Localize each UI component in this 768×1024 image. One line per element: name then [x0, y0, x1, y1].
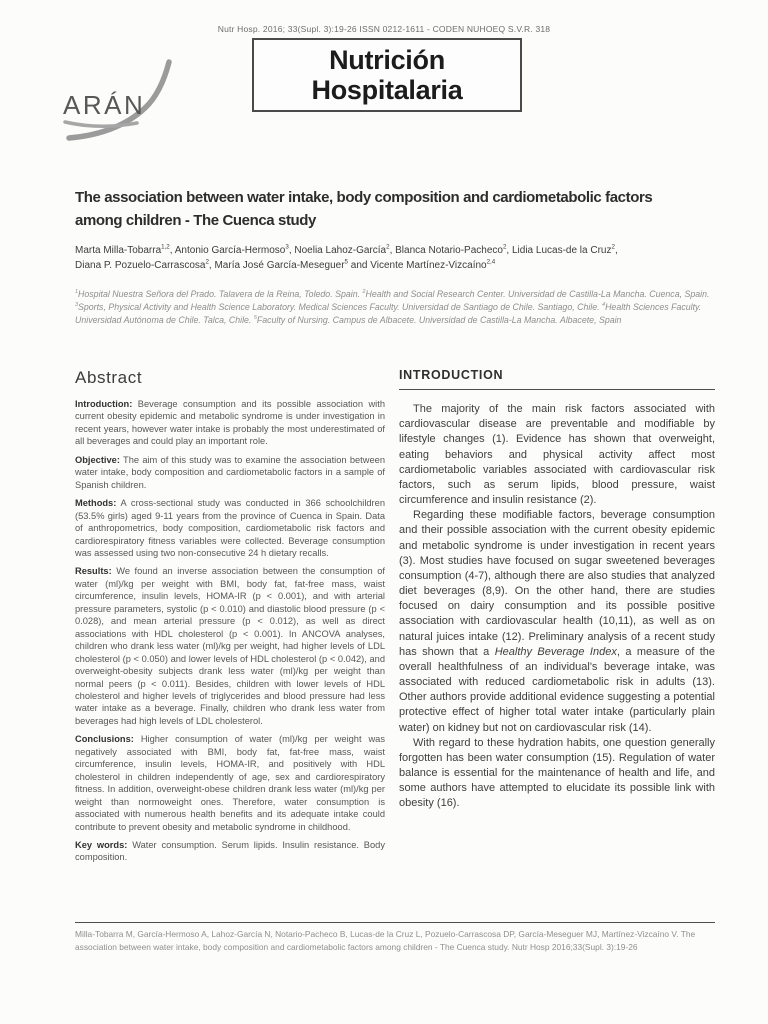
- introduction-heading: INTRODUCTION: [399, 368, 715, 390]
- affiliation-text: Faculty of Nursing. Campus de Albacete. Universidad de Castilla-La Mancha. Albacete, Spain: [256, 315, 622, 326]
- author-affiliation-superscript: 2: [502, 243, 507, 251]
- affiliation-number: 5: [253, 315, 257, 322]
- journal-title-box: [252, 38, 522, 112]
- author: [395, 245, 512, 256]
- author-affiliation-superscript: 2: [205, 258, 209, 266]
- journal-title-line1: Nutrición: [329, 44, 445, 75]
- affiliation-number: 4: [602, 302, 606, 309]
- logo-wordmark: ARÁN: [63, 90, 146, 120]
- abstract-paragraph: [75, 565, 385, 727]
- author-name: María José García-Meseguer: [214, 260, 345, 271]
- author: [175, 245, 295, 256]
- paragraph-text: Water consumption. Serum lipids. Insulin resistance. Body composition.: [75, 839, 385, 863]
- author-affiliation-superscript: 1,2: [161, 243, 170, 251]
- article-title-line2: among children - The Cuenca study: [75, 212, 317, 230]
- author: [512, 245, 618, 256]
- paragraph-label: Methods:: [75, 498, 117, 509]
- author-name: Noelia Lahoz-García: [294, 245, 387, 256]
- affiliation: [75, 302, 602, 312]
- affiliation-text: Sports, Physical Activity and Health Science Laboratory. Medical Sciences Faculty. Universidad de Santiago de Chile. Santiago, Chile.: [78, 302, 603, 313]
- abstract-section: [75, 368, 385, 870]
- affiliation-number: 1: [75, 289, 79, 296]
- author-separator: ,: [169, 245, 175, 256]
- author-separator: ,: [614, 245, 618, 256]
- author-list: [75, 243, 735, 273]
- author-separator: ,: [208, 260, 215, 271]
- affiliation: [254, 315, 622, 325]
- author-separator: ,: [389, 245, 396, 256]
- author-affiliation-superscript: 2,4: [486, 258, 496, 266]
- paragraph-text: With regard to these hydration habits, one question generally forgotten has been water consumption (15). Regulation of water balance is essential for the maintenance of health and life, and some authors have attempted to elucidate its possible link with obesity (16).: [399, 736, 715, 810]
- footer-citation: Milla-Tobarra M, García-Hermoso A, Lahoz-García N, Notario-Pacheco B, Lucas-de la Cruz L, Pozuelo-Carrascosa DP, García-Meseguer MJ, Martínez-Vizcaíno V. The association between water intake, body composition and cardiometabolic factors among children - The Cuenca study. Nutr Hosp 2016;33(Supl. 3):19-26: [75, 922, 715, 954]
- author-affiliation-superscript: 3: [285, 243, 289, 251]
- abstract-paragraph: [75, 497, 385, 559]
- author-name: Marta Milla-Tobarra: [75, 245, 162, 256]
- article-title: [75, 186, 745, 233]
- affiliation: [75, 289, 362, 299]
- abstract-paragraph: [75, 733, 385, 833]
- abstract-paragraph: [75, 398, 385, 448]
- author-name: Diana P. Pozuelo-Carrascosa: [75, 260, 206, 271]
- abstract-paragraph: [75, 839, 385, 864]
- paragraph-label: Conclusions:: [75, 734, 134, 745]
- author: [75, 260, 214, 271]
- affiliation-text: Hospital Nuestra Señora del Prado. Talavera de la Reina, Toledo. Spain.: [78, 289, 363, 299]
- introduction-paragraph: [399, 402, 715, 508]
- affiliations: [75, 288, 715, 328]
- authors-line-1: [75, 243, 735, 258]
- author-name: Blanca Notario-Pacheco: [395, 245, 503, 256]
- author-affiliation-superscript: 5: [344, 258, 348, 266]
- body-columns: [75, 368, 715, 870]
- author: [370, 260, 495, 271]
- journal-title-line2: Hospitalaria: [311, 75, 463, 105]
- author-name: Antonio García-Hermoso: [174, 245, 286, 256]
- abstract-heading: Abstract: [75, 368, 143, 387]
- author-separator: ,: [288, 245, 295, 256]
- paragraph-text: A cross-sectional study was conducted in 366 schoolchildren (53.5% girls) aged 9-11 years from the province of Cuenca in Spain. Data of anthropometrics, body composition, cardiometabolic risk factors and cardiorespiratory fitness variables were collected. Beverage consumption was assessed using two non-consecutive 24 h dietary recalls.: [75, 498, 385, 558]
- paragraph-label: Key words:: [75, 839, 128, 850]
- paragraph-text: The majority of the main risk factors associated with cardiovascular disease are preventable and modifiable by lifestyle changes (1). Evidence has shown that overweight, eating behaviors and physical activity affect most cardiometabolic variables associated with cardiovascular risk factors, such as serum lipids, blood pressure, waist circumference and insulin resistance (2).: [399, 403, 715, 507]
- affiliation-number: 3: [75, 302, 79, 309]
- paragraph-label: Results:: [75, 566, 112, 577]
- paragraph-label: Introduction:: [75, 399, 133, 409]
- paragraph-text: The aim of this study was to examine the association between water intake, body composition and cardiometabolic factors in a sample of Spanish children.: [75, 454, 385, 490]
- author-name: Vicente Martínez-Vizcaíno: [370, 260, 487, 271]
- abstract-paragraph: [75, 454, 385, 491]
- paragraph-text: We found an inverse association between the consumption of water (ml)/kg per weight with BMI, body fat, fat-free mass, waist circumference, insulin levels, HOMA-IR (p < 0.001), and with arterial pressure parameters, systolic (p < 0.010) and diastolic blood pressure (p < 0.028), and mean arterial pressure (p < 0.012), as well as direct associations with HDL cholesterol (p < 0.001). In ANCOVA analyses, children who drank less water (ml)/kg per weight, had higher levels of LDL cholesterol (p < 0.050) and lower levels of HDL cholesterol (p < 0.042), and overweight-obesity subjects drank less water (ml)/kg per weight than normal peers (p < 0.011). Besides, children with lower levels of HDL cholesterol and higher levels of triglycerides and blood pressure had less water intake as a beverage. Finally, children who drank less water from beverages had high levels of LDL cholesterol.: [75, 566, 385, 726]
- abstract-paragraphs: [75, 398, 385, 864]
- paragraph-emphasis: Healthy Beverage Index: [494, 645, 617, 658]
- aran-publisher-logo: [55, 56, 187, 144]
- affiliation-number: 2: [362, 289, 366, 296]
- paragraph-label: Objective:: [75, 454, 120, 465]
- author: [294, 245, 395, 256]
- author-separator: and: [347, 260, 371, 271]
- author-affiliation-superscript: 2: [611, 243, 615, 251]
- masthead-citation: Nutr Hosp. 2016; 33(Supl. 3):19-26 ISSN 0212-1611 - CODEN NUHOEQ S.V.R. 318: [217, 24, 551, 34]
- author-name: Lidia Lucas-de la Cruz: [511, 245, 612, 256]
- author-separator: ,: [506, 245, 512, 256]
- authors-line-2: [75, 258, 735, 273]
- introduction-paragraph: [399, 736, 715, 812]
- paragraph-text: Beverage consumption and its possible association with current obesity epidemic and metabolic syndrome is under investigation in recent years, however water intake is probably the most underestimated of all beverages and could play an important role.: [75, 399, 385, 447]
- introduction-paragraph: [399, 508, 715, 736]
- author: [214, 260, 370, 271]
- author-affiliation-superscript: 2: [386, 243, 390, 251]
- introduction-section: [399, 368, 715, 870]
- paragraph-text: Higher consumption of water (ml)/kg per weight was negatively associated with BMI, body fat, fat-free mass, waist circumference, insulin levels, HOMA-IR, and positively with HDL cholesterol in children independently of age, sex and cardiorespiratory fitness. In addition, overweight-obese children drank less water (ml)/kg per weight than normoweight ones. Therefore, water consumption is associated with numerous health benefits and its adequate intake could contribute to prevent obesity and metabolic syndrome in childhood.: [75, 734, 385, 832]
- introduction-paragraphs: [399, 402, 715, 812]
- article-title-line1: The association between water intake, body composition and cardiometabolic factors: [75, 189, 653, 206]
- paragraph-text: Regarding these modifiable factors, beverage consumption and their possible association with the current obesity epidemic and metabolic syndrome is under investigation in recent years (3). Most studies have focused on sugar sweetened beverages consumption (4-7), although there are also studies that analyzed diet beverages (8,9). On the other hand, there are studies focused on dairy consumption and its possible positive association with cardiovascular health (10,11), as well as on natural juices intake (12). Preliminary analysis of a recent study has shown that a: [399, 509, 715, 658]
- author: [75, 245, 175, 256]
- affiliation-text: Health and Social Research Center. Universidad de Castilla-La Mancha. Cuenca, Spain.: [365, 289, 710, 299]
- paragraph-text-continued: , a measure of the overall healthfulness of an individual's beverage intake, was associated with reduced cardiometabolic risk in adults (13). Other authors provide additional evidence suggesting a potential protective effect of higher total water intake (particularly plain water) on kidney but not on cardiovascular risk (14).: [399, 645, 715, 734]
- affiliation-text: Health Sciences Faculty. Universidad Autónoma de Chile. Talca, Chile.: [75, 302, 702, 326]
- affiliation: [362, 289, 709, 299]
